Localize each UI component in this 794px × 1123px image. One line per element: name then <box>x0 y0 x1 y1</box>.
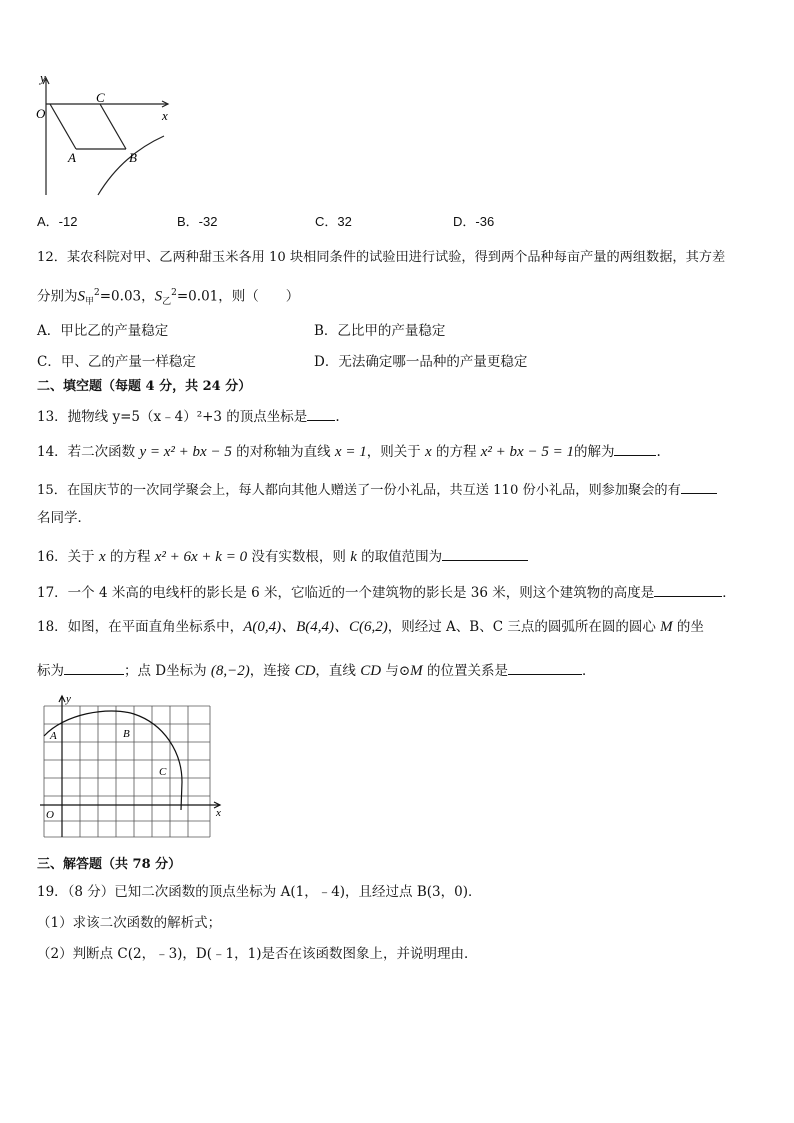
q18-points: A(0,4)、B(4,4)、C(6,2) <box>243 619 388 635</box>
square-yi: 2 <box>171 288 177 298</box>
q18-relation-blank[interactable] <box>508 660 582 675</box>
q14 <box>37 441 661 461</box>
q14-function: y = x² + bx − 5 <box>139 444 232 460</box>
q18-text-a: 18．如图，在平面直角坐标系中， <box>37 619 244 635</box>
q14-text-a: 14．若二次函数 <box>37 444 140 460</box>
q14-end: . <box>656 444 661 460</box>
label-c: C <box>159 766 167 778</box>
q17-answer-blank[interactable] <box>654 582 722 597</box>
q14-answer-blank[interactable] <box>614 441 656 456</box>
subscript-yi: 乙 <box>162 297 172 308</box>
q14-var: x <box>425 444 432 460</box>
segment-oa <box>50 104 76 149</box>
q17 <box>37 582 736 602</box>
q19-part1: （1）求该二次函数的解析式； <box>37 915 222 931</box>
q15-line1 <box>37 479 717 500</box>
q12-option-c: C．甲、乙的产量一样稳定 <box>37 354 196 370</box>
q14-text-b: 的对称轴为直线 <box>231 444 335 460</box>
label-c: C <box>96 90 105 105</box>
q11-option-d: D．-36 <box>453 214 495 229</box>
q16-var: x <box>98 549 106 565</box>
q19-stem: 19．（8 分）已知二次函数的顶点坐标为 A(1，﹣4)，且经过点 B(3，0)． <box>37 884 482 900</box>
q16-text-a: 16．关于 <box>37 549 99 565</box>
subscript-jia: 甲 <box>85 297 95 308</box>
q16-text-c: 没有实数根，则 <box>247 549 351 565</box>
q18-line2-b: ；点 D坐标为 <box>124 663 211 679</box>
label-o: O <box>36 106 46 121</box>
q13-answer-blank[interactable] <box>307 406 335 421</box>
q16-text-b: 的方程 <box>105 549 155 565</box>
hyperbola-curve <box>98 136 164 195</box>
segment-oc <box>100 104 126 149</box>
grid-lines <box>44 706 210 837</box>
q11-option-b: B．-32 <box>177 214 218 229</box>
q14-equation: x² + bx − 5 = 1 <box>480 444 574 460</box>
variance-value-yi: =0.01，则（ ） <box>176 288 300 305</box>
q16 <box>37 546 528 566</box>
q12-option-a: A．甲比乙的产量稳定 <box>37 323 169 339</box>
label-b: B <box>123 728 130 740</box>
x-label: x <box>162 108 168 123</box>
variance-symbol-jia: S <box>77 288 85 305</box>
q18-line2-f: 的位置关系是 <box>422 663 508 679</box>
q18-line2 <box>37 660 595 680</box>
q18-m: M <box>660 619 673 635</box>
section-answer-title: 三、解答题（共 78 分） <box>37 857 182 872</box>
label-a: A <box>50 730 57 742</box>
q18-line2-e: 与⊙ <box>381 663 411 679</box>
q12-stem-line2 <box>37 284 299 311</box>
q13-text: 13．抛物线 y=5（x﹣4）²+3 的顶点坐标是 <box>37 409 308 425</box>
section-fill-in-title: 二、填空题（每题 4 分，共 24 分） <box>37 379 252 394</box>
q18-m-2: M <box>410 663 423 679</box>
label-o: O <box>46 809 54 821</box>
variance-symbol-yi: S <box>154 288 163 305</box>
q15-text: 15．在国庆节的一次同学聚会上，每人都向其他人赠送了一份小礼品，共互送 110 份小礼品，则参加聚会的有 <box>37 483 681 498</box>
y-label: y <box>40 70 46 85</box>
q16-equation: x² + 6x + k = 0 <box>154 549 248 565</box>
q18-point-d: (8,−2) <box>210 663 250 679</box>
q18-line2-c: ，连接 <box>249 663 295 679</box>
q18-text-c: 的坐 <box>672 619 704 635</box>
square-jia: 2 <box>94 288 100 298</box>
q12-stem-line1: 12．某农科院对甲、乙两种甜玉米各用 10 块相同条件的试验田进行试验，得到两个品种每亩产量的两组数据，其方差 <box>37 250 726 265</box>
q17-text: 17．一个 4 米高的电线杆的影长是 6 米，它临近的一个建筑物的影长是 36 米，则这个建筑物的高度是 <box>37 585 655 601</box>
q19-part2: （2）判断点 C(2，﹣3)，D(﹣1，1)是否在该函数图象上，并说明理由． <box>37 946 478 962</box>
q14-text-c: ，则关于 <box>366 444 425 460</box>
q16-text-d: 的取值范围为 <box>356 549 443 565</box>
q15-line2: 名同学． <box>37 510 91 526</box>
q17-end: ． <box>722 585 736 601</box>
q18-cd-2: CD <box>360 663 382 679</box>
y-label: y <box>66 693 71 705</box>
q11-option-a: A．-12 <box>37 214 78 229</box>
q18-text-b: ，则经过 A、B、C 三点的圆弧所在圆的圆心 <box>387 619 661 635</box>
variance-value-jia: =0.03， <box>99 288 155 305</box>
q18-cd-1: CD <box>294 663 316 679</box>
q12-prefix: 分别为 <box>37 288 78 305</box>
q12-option-d: D．无法确定哪一品种的产量更稳定 <box>314 354 528 370</box>
q18-line2-a: 标为 <box>37 663 64 679</box>
q18-grid-figure <box>34 692 234 842</box>
q11-figure <box>30 70 180 200</box>
q16-k: k <box>350 549 357 565</box>
x-label: x <box>216 807 221 819</box>
q14-text-e: 的解为 <box>573 444 615 460</box>
q13 <box>37 406 340 426</box>
q15-answer-blank[interactable] <box>681 479 717 494</box>
q12-option-b: B．乙比甲的产量稳定 <box>314 323 446 339</box>
q18-end: ． <box>581 663 596 679</box>
q14-text-d: 的方程 <box>431 444 481 460</box>
label-a: A <box>68 150 76 165</box>
q18-line1 <box>37 618 704 636</box>
q18-center-blank[interactable] <box>64 660 124 675</box>
q11-option-c: C．32 <box>315 214 352 229</box>
circle-arc <box>44 711 182 810</box>
q16-answer-blank[interactable] <box>442 546 528 561</box>
q14-axis: x = 1 <box>334 444 367 460</box>
q13-end: . <box>335 409 340 425</box>
q18-line2-d: ，直线 <box>315 663 361 679</box>
label-b: B <box>129 150 137 165</box>
